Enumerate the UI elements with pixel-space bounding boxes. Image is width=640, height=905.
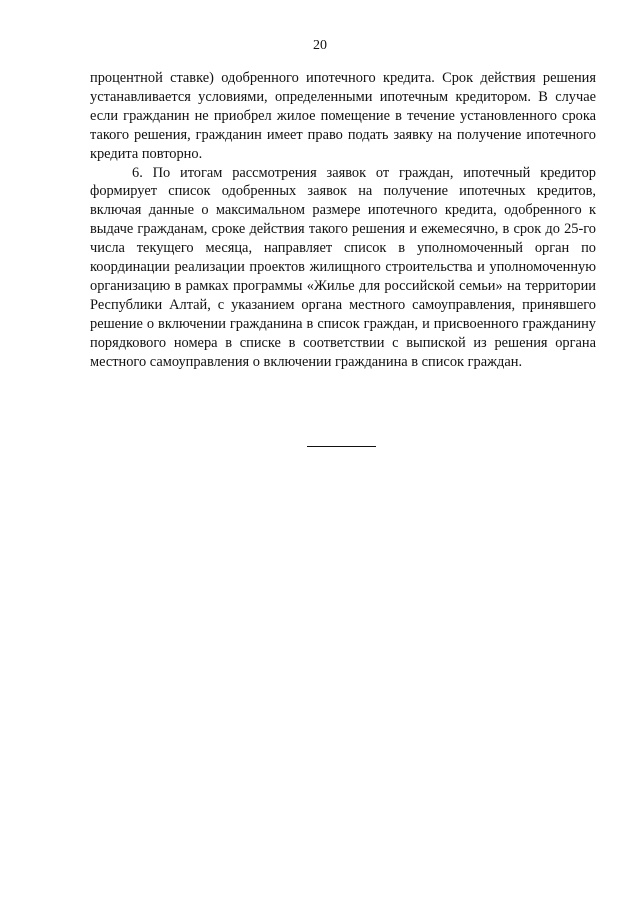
- document-body: [90, 69, 596, 372]
- paragraph-continuation: процентной ставке) одобренного ипотечного кредита. Срок действия решения устанавливается условиями, определенными ипотечным кредитором. В случае если гражданин не приобрел жилое помещение в течение установленного срока такого решения, гражданин имеет право подать заявку на получение ипотечного кредита повторно.: [90, 70, 596, 162]
- page-number: 20: [313, 38, 327, 53]
- end-separator-line: [307, 446, 376, 447]
- paragraph-item-6: 6. По итогам рассмотрения заявок от граждан, ипотечный кредитор формирует список одобренных заявок на получение ипотечных кредитов, включая данные о максимальном размере ипотечного кредита, одобренного к выдаче гражданам, сроке действия такого решения и ежемесячно, в срок до 25-го числа текущего месяца, направляет список в уполномоченный орган по координации реализации проектов жилищного строительства и уполномоченную организацию в рамках программы «Жилье для российской семьи» на территории Республики Алтай, с указанием органа местного самоуправления, принявшего решение о включении гражданина в список граждан, и присвоенного гражданину порядкового номера в списке в соответствии с выпиской из решения органа местного самоуправления о включении гражданина в список граждан.: [90, 164, 596, 370]
